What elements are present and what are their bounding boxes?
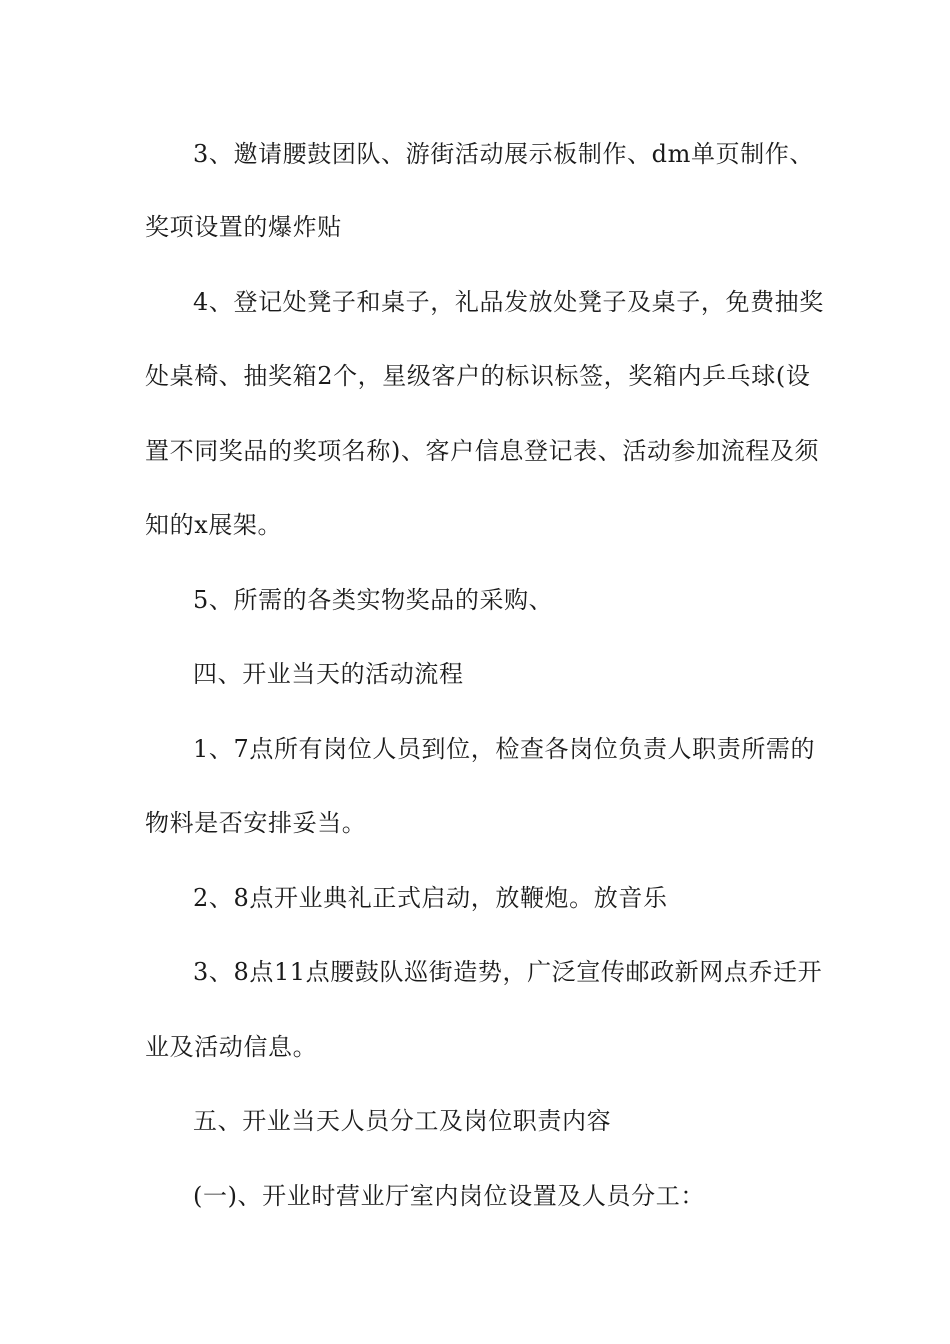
paragraph-line: 物料是否安排妥当。 xyxy=(145,809,367,837)
paragraph-line: 2、8点开业典礼正式启动，放鞭炮。放音乐 xyxy=(193,884,668,912)
paragraph-line: 1、7点所有岗位人员到位，检查各岗位负责人职责所需的 xyxy=(193,735,816,763)
paragraph-line: 业及活动信息。 xyxy=(145,1033,318,1061)
section-heading: 四、开业当天的活动流程 xyxy=(193,660,464,688)
paragraph-line: 3、邀请腰鼓团队、游街活动展示板制作、dm单页制作、 xyxy=(193,140,814,168)
paragraph-line: 置不同奖品的奖项名称)、客户信息登记表、活动参加流程及须 xyxy=(145,437,820,465)
paragraph-line: 奖项设置的爆炸贴 xyxy=(145,213,342,241)
paragraph-line: 4、登记处凳子和桌子，礼品发放处凳子及桌子，免费抽奖 xyxy=(193,288,824,316)
paragraph-line: 知的x展架。 xyxy=(145,511,283,539)
paragraph-line: 3、8点11点腰鼓队巡街造势，广泛宣传邮政新网点乔迁开 xyxy=(193,958,823,986)
paragraph-line: 5、所需的各类实物奖品的采购、 xyxy=(193,586,554,614)
section-heading: 五、开业当天人员分工及岗位职责内容 xyxy=(193,1107,612,1135)
subsection-heading: (一)、开业时营业厅室内岗位设置及人员分工： xyxy=(193,1182,705,1210)
paragraph-line: 处桌椅、抽奖箱2个，星级客户的标识标签，奖箱内乒乓球(设 xyxy=(145,362,811,390)
